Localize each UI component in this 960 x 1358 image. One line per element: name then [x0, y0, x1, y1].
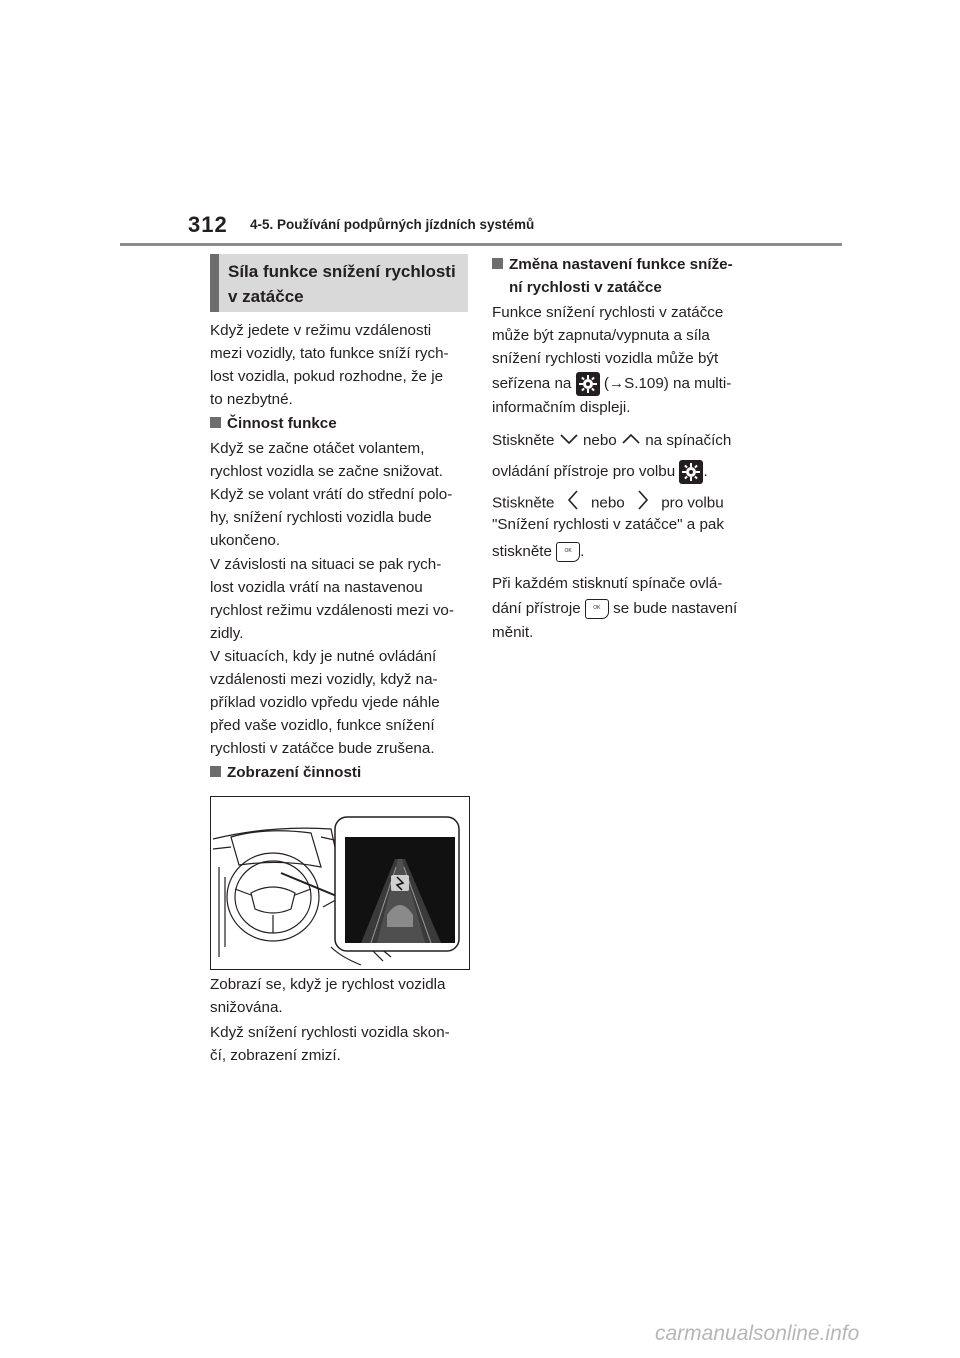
text-line: příklad vozidlo vpředu vjede náhle — [210, 694, 440, 711]
text-line: vzdálenosti mezi vozidly, když na- — [210, 671, 438, 688]
text-line: V závislosti na situaci se pak rych- — [210, 556, 442, 573]
text-span: pro volbu — [661, 494, 724, 512]
text-span: nebo — [590, 494, 625, 512]
text-line: hy, snížení rychlosti vozidla bude — [210, 509, 432, 526]
heading-text: Síla funkce snížení rychlosti v zatáčce — [228, 262, 456, 306]
paragraph-6-line-2: "Snížení rychlosti v zatáčce" a pak — [492, 516, 724, 533]
ok-button-icon: OK — [556, 542, 580, 562]
text-line: lost vozidla, pokud rozhodne, že je — [210, 368, 444, 385]
heading-bar — [210, 254, 219, 312]
paragraph-4-line-4 — [492, 372, 754, 396]
paragraph-4 — [492, 301, 754, 370]
text-span: . — [580, 543, 585, 560]
square-bullet-icon — [492, 258, 503, 269]
subheading-cinnost — [210, 412, 472, 435]
text-line: snižována. — [210, 999, 283, 1016]
text-span: nebo — [582, 432, 617, 449]
text-span: Stiskněte — [492, 494, 555, 512]
subheading-text: Změna nastavení funkce sníže- — [509, 256, 733, 273]
gear-icon — [679, 460, 703, 484]
text-span: na spínačích — [645, 432, 732, 449]
text-line: rychlosti v zatáčce bude zrušena. — [210, 740, 435, 757]
text-span: ovládání přístroje pro volbu — [492, 463, 676, 481]
text-line: Funkce snížení rychlosti v zatáčce — [492, 304, 724, 321]
text-span: se bude nastavení — [613, 600, 738, 617]
text-line: Když se volant vrátí do střední polo- — [210, 486, 453, 503]
text-span: stiskněte — [492, 543, 552, 560]
text-line: před vaše vozidlo, funkce snížení — [210, 717, 435, 734]
paragraph-5-line-1 — [492, 429, 754, 452]
text-line: Když snížení rychlosti vozidla skon- — [210, 1024, 450, 1041]
gear-icon — [576, 372, 600, 396]
text-line: Zobrazí se, když je rychlost vozidla — [210, 976, 446, 993]
text-span: dání přístroje — [492, 600, 581, 617]
text-line: lost vozidla vrátí na nastavenou — [210, 579, 423, 596]
paragraph-2 — [210, 553, 472, 645]
paragraph-7-line-3: měnit. — [492, 624, 534, 641]
text-line: ní rychlosti v zatáčce — [509, 279, 662, 296]
subheading-zmena — [492, 253, 754, 299]
ok-button-icon: OK — [585, 599, 609, 619]
paragraph-5-line-2 — [492, 460, 754, 484]
text-line: mezi vozidly, tato funkce sníží rych- — [210, 345, 449, 362]
intro-paragraph — [210, 319, 472, 411]
header-divider — [120, 243, 842, 246]
paragraph-6-line-3 — [492, 540, 754, 563]
text-line: ukončeno. — [210, 532, 281, 549]
text-span: seřízena na — [492, 375, 572, 393]
text-span: Stiskněte — [492, 432, 555, 449]
text-span: (→S.109) na multi- — [603, 375, 732, 393]
text-line: rychlost režimu vzdálenosti mezi vo- — [210, 602, 454, 619]
chevron-down-icon — [559, 429, 579, 452]
paragraph-3 — [210, 645, 472, 760]
chevron-up-icon — [621, 429, 641, 452]
paragraph-7-line-2 — [492, 597, 754, 620]
text-line: rychlost vozidla se začne snižovat. — [210, 463, 443, 480]
text-line: V situacích, kdy je nutné ovládání — [210, 648, 437, 665]
paragraph-4-line-5: informačním displeji. — [492, 399, 631, 416]
text-line: Když se začne otáčet volantem, — [210, 440, 425, 457]
subheading-text: Činnost funkce — [227, 415, 337, 432]
caption-1 — [210, 973, 472, 1019]
watermark: carmanualsonline.info — [655, 1322, 860, 1345]
subheading-text: Zobrazení činnosti — [227, 764, 362, 781]
text-line: čí, zobrazení zmizí. — [210, 1047, 341, 1064]
text-line: zidly. — [210, 625, 244, 642]
square-bullet-icon — [210, 417, 221, 428]
subheading-zobrazeni — [210, 761, 472, 784]
text-line: může být zapnuta/vypnuta a síla — [492, 327, 710, 344]
page-number: 312 — [188, 212, 228, 237]
square-bullet-icon — [210, 766, 221, 777]
heading-box — [210, 254, 468, 312]
caption-2 — [210, 1021, 472, 1067]
text-span: . — [703, 463, 708, 481]
text-line: snížení rychlosti vozidla může být — [492, 350, 719, 367]
text-line: to nezbytné. — [210, 391, 293, 408]
text-line — [492, 253, 754, 276]
paragraph-1 — [210, 437, 472, 552]
text-line: Když jedete v režimu vzdálenosti — [210, 322, 432, 339]
dashboard-drawing — [211, 797, 469, 969]
paragraph-7-line-1: Při každém stisknutí spínače ovlá- — [492, 575, 723, 592]
section-title: 4-5. Používání podpůrných jízdních systémů — [250, 217, 535, 232]
dashboard-illustration — [210, 796, 470, 970]
